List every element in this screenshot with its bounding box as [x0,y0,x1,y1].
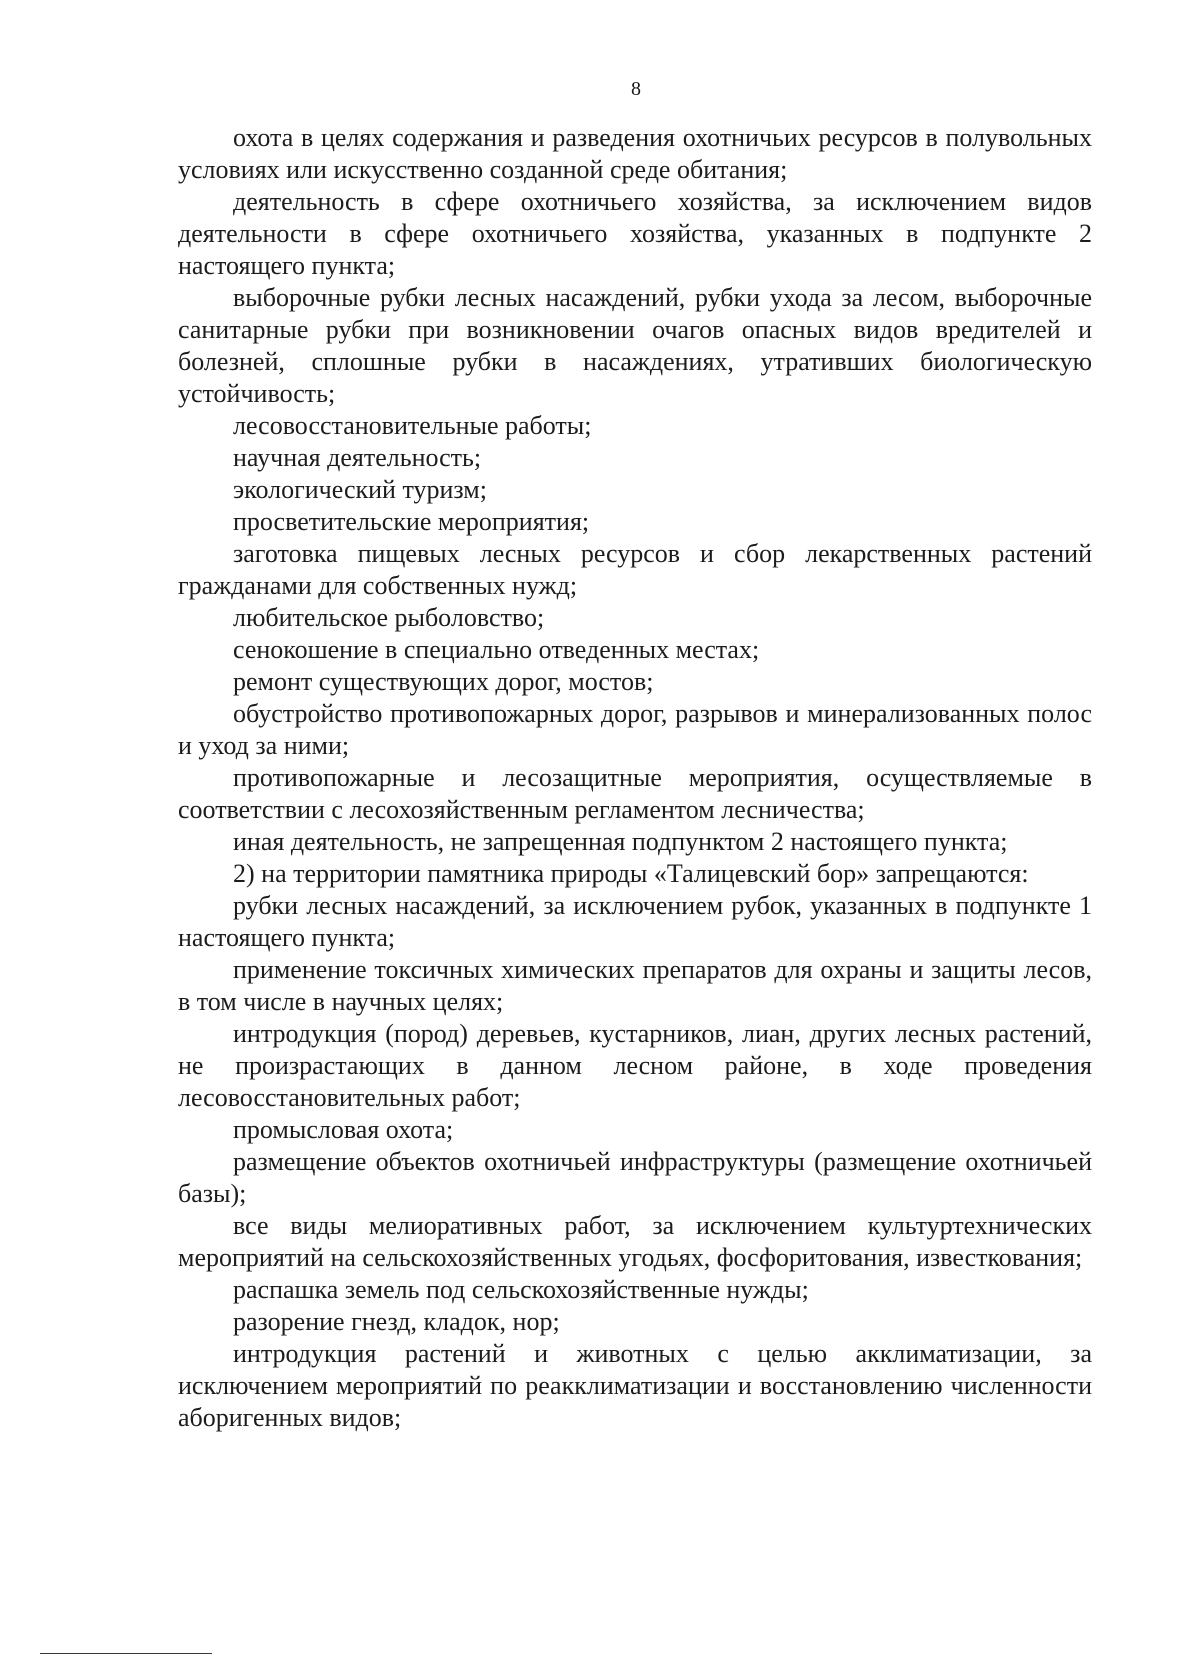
paragraph: заготовка пищевых лесных ресурсов и сбор лекарственных растений гражданами для собственных нужд; [178,539,1092,600]
paragraph: охота в целях содержания и разведения охотничьих ресурсов в полувольных условиях или искусственно созданной среде обитания; [178,123,1092,184]
paragraph: деятельность в сфере охотничьего хозяйства, за исключением видов деятельности в сфере охотничьего хозяйства, указанных в подпункте 2 настоящего пункта; [178,187,1092,280]
paragraph: лесовосстановительные работы; [233,411,592,440]
page-number: 8 [631,78,641,100]
paragraph: экологический туризм; [233,475,487,504]
paragraph: интродукция (пород) деревьев, кустарников, лиан, других лесных растений, не произрастающих в данном лесном районе, в ходе проведения лесовосстановительных работ; [178,1019,1092,1112]
paragraph: все виды мелиоративных работ, за исключением культуртехнических мероприятий на сельскохозяйственных угодьях, фосфоритования, известкования; [178,1211,1092,1272]
paragraph: применение токсичных химических препаратов для охраны и защиты лесов, в том числе в научных целях; [178,955,1092,1016]
paragraph: распашка земель под сельскохозяйственные нужды; [233,1275,809,1304]
paragraph: ремонт существующих дорог, мостов; [233,667,654,696]
paragraph: размещение объектов охотничьей инфраструктуры (размещение охотничьей базы); [178,1147,1092,1208]
paragraph: разорение гнезд, кладок, нор; [233,1307,560,1336]
paragraph: иная деятельность, не запрещенная подпунктом 2 настоящего пункта; [233,827,1008,856]
footer-divider [40,1653,212,1654]
paragraph: промысловая охота; [233,1115,454,1144]
paragraph: любительское рыболовство; [233,603,545,632]
paragraph: просветительские мероприятия; [233,507,590,536]
document-body [178,122,1092,1434]
paragraph: рубки лесных насаждений, за исключением рубок, указанных в подпункте 1 настоящего пункта; [178,891,1092,952]
paragraph: выборочные рубки лесных насаждений, рубки ухода за лесом, выборочные санитарные рубки при возникновении очагов опасных видов вредителей и болезней, сплошные рубки в насаждениях, утративших биологическую устойчивость; [178,283,1092,408]
paragraph: 2) на территории памятника природы «Талицевский бор» запрещаются: [233,859,1029,888]
paragraph: обустройство противопожарных дорог, разрывов и минерализованных полос и уход за ними; [178,699,1092,760]
paragraph: противопожарные и лесозащитные мероприятия, осуществляемые в соответствии с лесохозяйственным регламентом лесничества; [178,763,1092,824]
paragraph: сенокошение в специально отведенных местах; [233,635,760,664]
paragraph: научная деятельность; [233,443,482,472]
paragraph: интродукция растений и животных с целью акклиматизации, за исключением мероприятий по реакклиматизации и восстановлению численности аборигенных видов; [178,1339,1092,1432]
